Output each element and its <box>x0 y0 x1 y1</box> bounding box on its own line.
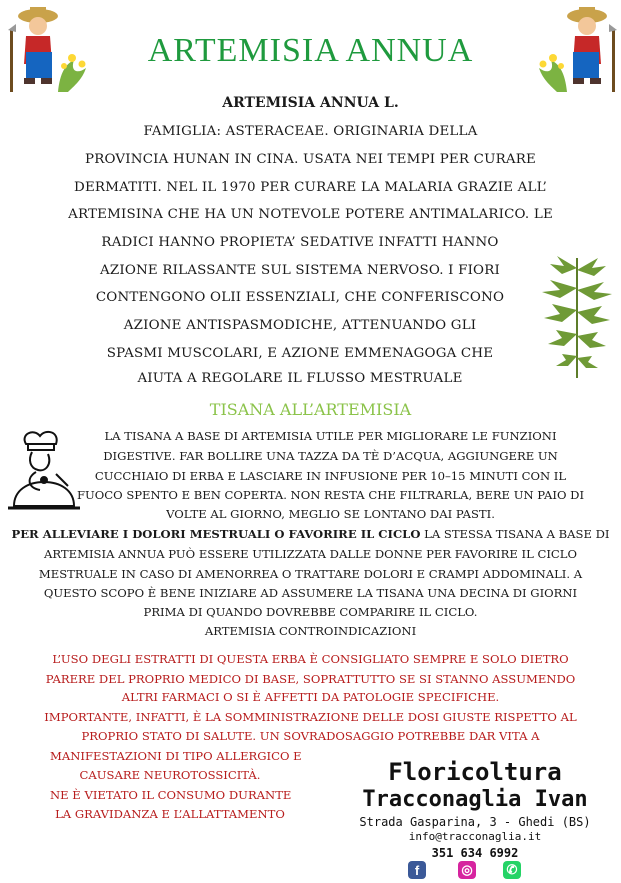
warning-line: IMPORTANTE, INFATTI, È LA SOMMINISTRAZIONE DELLE DOSI GIUSTE RISPETTO AL <box>44 710 577 724</box>
tisana-line: FUOCO SPENTO E BEN COPERTA. NON RESTA CHE FILTRARLA, BERE UN PAIO DI <box>76 488 585 502</box>
intro-line: CONTENGONO OLII ESSENZIALI, CHE CONFERISCONO <box>95 290 505 305</box>
whatsapp-icon[interactable]: ✆ <box>503 861 521 879</box>
shop-name-line-2: Tracconaglia Ivan <box>362 787 588 812</box>
warning-line: PROPRIO STATO DI SALUTE. UN SOVRADOSAGGIO POTREBBE DAR VITA A <box>81 729 540 743</box>
tisana-line: LA TISANA A BASE DI ARTEMISIA UTILE PER MIGLIORARE LE FUNZIONI <box>104 429 557 443</box>
instagram-icon[interactable]: ◎ <box>458 861 476 879</box>
tisana-line: VOLTE AL GIORNO, MEGLIO SE LONTANO DAI PASTI. <box>166 507 495 521</box>
bold-rest: LA STESSA TISANA A BASE DI <box>420 527 610 541</box>
shop-address: Strada Gasparina, 3 - Ghedi (BS) <box>359 815 591 829</box>
intro-line: RADICI HANNO PROPIETA’ SEDATIVE INFATTI HANNO <box>101 235 499 250</box>
facebook-icon[interactable]: f <box>408 861 426 879</box>
intro-subtitle: ARTEMISIA ANNUA L. <box>222 95 399 111</box>
intro-line: DERMATITI. NEL IL 1970 PER CURARE LA MALARIA GRAZIE ALL’ <box>74 180 547 195</box>
warning-line: PARERE DEL PROPRIO MEDICO DI BASE, SOPRATTUTTO SE SI STANNO ASSUMENDO <box>45 672 576 686</box>
tisana-line: PRIMA DI QUANDO DOVREBBE COMPARIRE IL CICLO. <box>143 605 478 619</box>
shop-phone: 351 634 6992 <box>431 846 519 860</box>
warning-line: MANIFESTAZIONI DI TIPO ALLERGICO E <box>50 749 302 763</box>
shop-email: info@tracconaglia.it <box>408 830 542 843</box>
bold-lead: PER ALLEVIARE I DOLORI MESTRUALI O FAVORIRE IL CICLO <box>11 527 421 541</box>
intro-line: AZIONE ANTISPASMODICHE, ATTENUANDO GLI <box>123 318 477 333</box>
tisana-line: CUCCHIAIO DI ERBA E LASCIARE IN INFUSIONE PER 10–15 MINUTI CON IL <box>94 469 567 483</box>
intro-line: AIUTA A REGOLARE IL FLUSSO MESTRUALE <box>137 371 463 386</box>
tisana-line: QUESTO SCOPO È BENE INIZIARE AD ASSUMERE LA TISANA UNA DECINA DI GIORNI <box>43 586 578 600</box>
intro-line: SPASMI MUSCOLARI, E AZIONE EMMENAGOGA CHE <box>106 346 494 361</box>
intro-line: PROVINCIA HUNAN IN CINA. USATA NEI TEMPI PER CURARE <box>85 152 536 167</box>
warning-line: CAUSARE NEUROTOSSICITÀ. <box>79 768 261 782</box>
intro-line: FAMIGLIA: ASTERACEAE. ORIGINARIA DELLA <box>143 124 478 139</box>
tisana-line: DIGESTIVE. FAR BOLLIRE UNA TAZZA DA TÈ D’ACQUA, AGGIUNGERE UN <box>103 449 558 463</box>
tisana-bold-line <box>0 527 621 541</box>
shop-name-line-1: Floricoltura <box>388 758 562 786</box>
tisana-line: ARTEMISIA CONTROINDICAZIONI <box>204 624 417 638</box>
tisana-line: MESTRUALE IN CASO DI AMENORREA O TRATTARE DOLORI E CRAMPI ADDOMINALI. A <box>38 567 583 581</box>
section-title: TISANA ALL’ARTEMISIA <box>209 400 412 419</box>
warning-line: NE È VIETATO IL CONSUMO DURANTE <box>50 788 292 802</box>
intro-line: ARTEMISINA CHE HA UN NOTEVOLE POTERE ANTIMALARICO. LE <box>68 207 553 222</box>
tisana-line: ARTEMISIA ANNUA PUÒ ESSERE UTILIZZATA DALLE DONNE PER FAVORIRE IL CICLO <box>44 547 577 561</box>
intro-line: AZIONE RILASSANTE SUL SISTEMA NERVOSO. I FIORI <box>99 263 501 278</box>
page-title: ARTEMISIA ANNUA <box>147 32 474 69</box>
warning-line: ALTRI FARMACI O SI È AFFETTI DA PATOLOGIE SPECIFICHE. <box>121 690 500 704</box>
warning-line: L’USO DEGLI ESTRATTI DI QUESTA ERBA È CONSIGLIATO SEMPRE E SOLO DIETRO <box>52 652 569 666</box>
warning-line: LA GRAVIDANZA E L’ALLATTAMENTO <box>55 807 285 821</box>
